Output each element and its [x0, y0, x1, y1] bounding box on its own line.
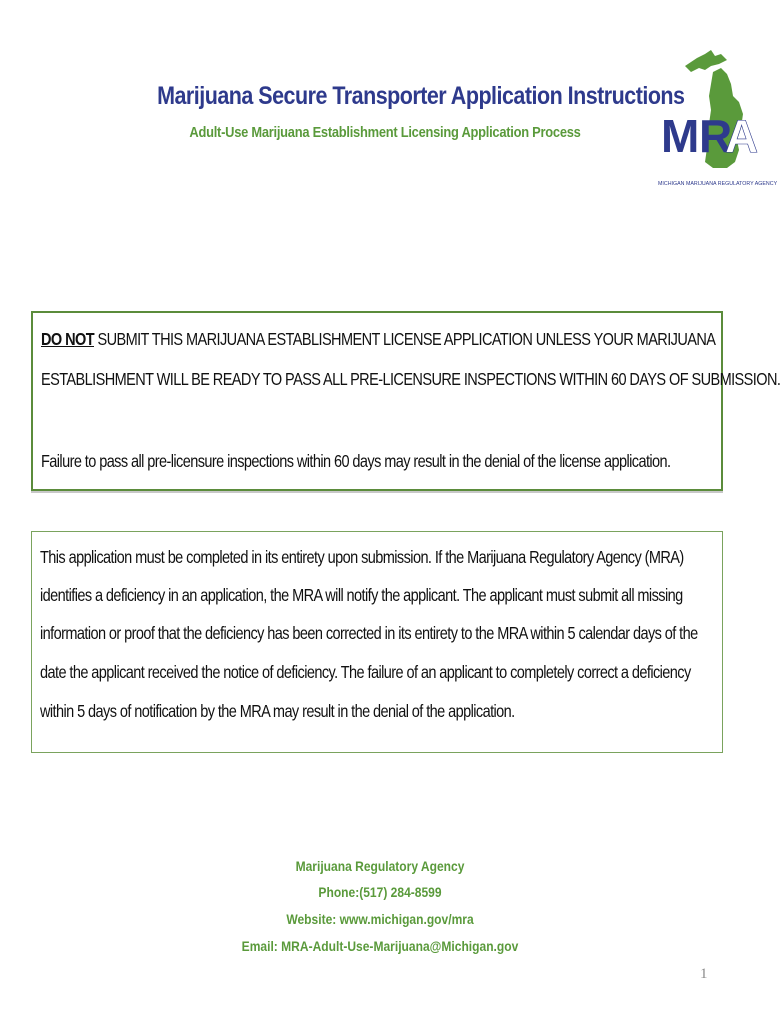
warning-line-1 — [41, 329, 715, 350]
logo-tagline: MICHIGAN MARIJUANA REGULATORY AGENCY — [658, 181, 778, 187]
footer-phone: Phone:(517) 284-8599 — [318, 884, 442, 900]
warning-line-1-text: SUBMIT THIS MARIJUANA ESTABLISHMENT LICENSE APPLICATION UNLESS YOUR MARIJUANA — [94, 329, 716, 349]
info-line: information or proof that the deficiency has been corrected in its entirety to the MRA within 5 calendar days of the — [40, 623, 698, 643]
logo-text: M — [661, 110, 698, 162]
do-not-emphasis: DO NOT — [41, 329, 95, 349]
info-line: within 5 days of notification by the MRA may result in the denial of the application. — [40, 701, 515, 721]
mra-logo — [655, 44, 778, 194]
footer-email[interactable]: Email: MRA-Adult-Use-Marijuana@Michigan.gov — [241, 938, 519, 954]
info-line: This application must be completed in its entirety upon submission. If the Marijuana Regulatory Agency (MRA) — [40, 547, 684, 567]
warning-line-2: ESTABLISHMENT WILL BE READY TO PASS ALL PRE-LICENSURE INSPECTIONS WITHIN 60 DAYS OF SUBMISSION. — [41, 369, 780, 389]
page-title: Marijuana Secure Transporter Application Instructions — [157, 82, 685, 110]
michigan-map-icon — [655, 44, 778, 194]
warning-line-3: Failure to pass all pre-licensure inspections within 60 days may result in the denial of the license application. — [41, 451, 671, 471]
svg-text:A: A — [725, 110, 757, 162]
footer-website[interactable]: Website: www.michigan.gov/mra — [286, 911, 474, 927]
page-number: 1 — [700, 966, 708, 982]
info-line: identifies a deficiency in an application, the MRA will notify the applicant. The applicant must submit all missing — [40, 585, 683, 605]
svg-text:R: R — [699, 110, 731, 162]
info-line: date the applicant received the notice of deficiency. The failure of an applicant to completely correct a deficiency — [40, 662, 691, 682]
footer-agency: Marijuana Regulatory Agency — [295, 858, 465, 874]
info-box — [31, 531, 723, 753]
warning-box — [31, 311, 780, 491]
page-subtitle: Adult-Use Marijuana Establishment Licensing Application Process — [189, 124, 581, 141]
